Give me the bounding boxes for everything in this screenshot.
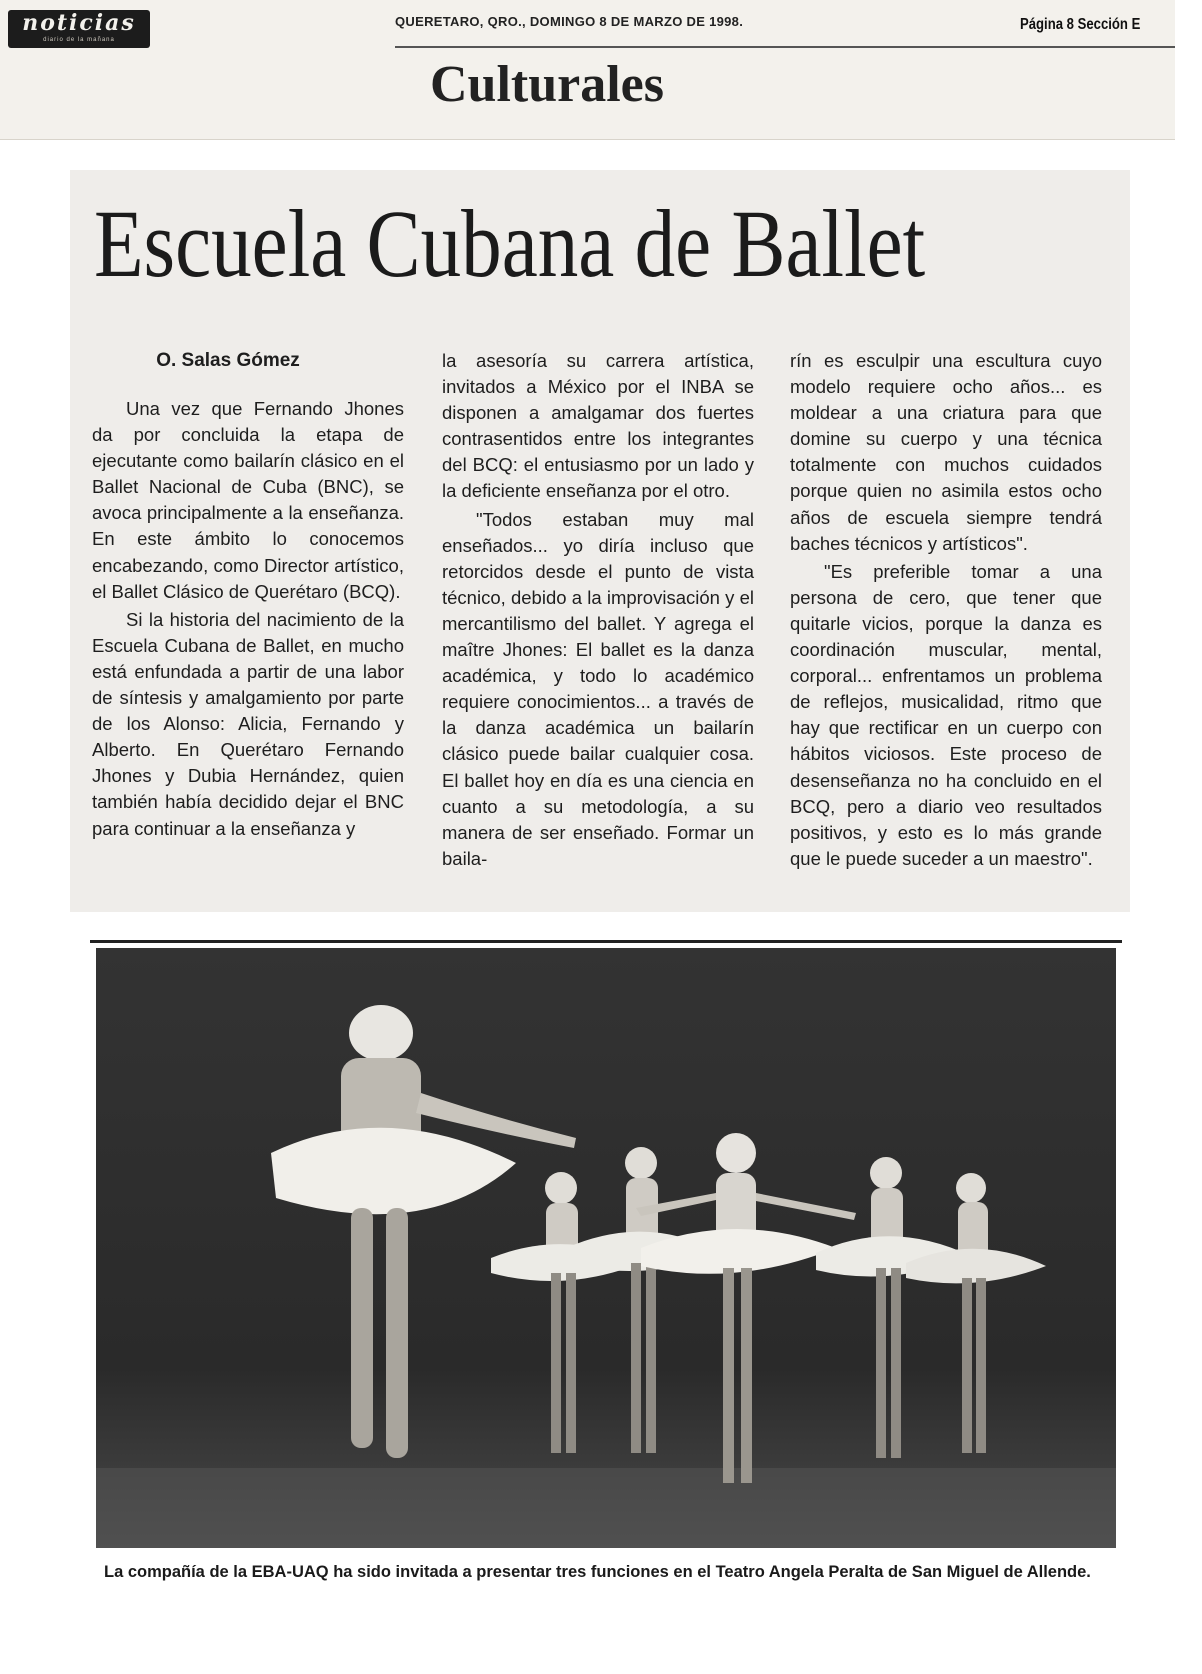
- logo-word: noticias: [22, 10, 136, 36]
- paragraph: "Todos estaban muy mal enseñados... yo diría incluso que retorcidos desde el punto de vista técnico, debido a la improvisación y el mercantilismo del ballet. Y agrega el maître Jhones: El ballet es la danza académica, y todo lo académico requiere conocimientos... a través de la danza académica un bailarín clásico puede bailar cualquier cosa. El ballet hoy en día es una ciencia en cuanto a su metodología, a su manera de ser enseñado. Formar un baila-: [442, 508, 754, 869]
- masthead: [0, 0, 1175, 140]
- paragraph: Una vez que Fernando Jhones da por concluida la etapa de ejecutante como bailarín clásico en el Ballet Nacional de Cuba (BNC), se avoca principalmente a la enseñanza. En este ámbito lo conocemos encabezando, como Director artístico, el Ballet Clásico de Querétaro (BCQ).: [92, 398, 404, 602]
- ballet-photo: [96, 948, 1116, 1548]
- article-column-2: [442, 348, 754, 874]
- paragraph: la asesoría su carrera artística, invitados a México por el INBA se disponen a amalgamar dos fuertes contrasentidos entre los integrantes del BCQ: el entusiasmo por un lado y la deficiente enseñanza por el otro.: [442, 350, 754, 502]
- article-column-1: [92, 348, 404, 844]
- dateline: QUERETARO, QRO., DOMINGO 8 DE MARZO DE 1998.: [395, 14, 744, 29]
- section-title: Culturales: [430, 56, 664, 113]
- logo-subtext: diario de la mañana: [43, 37, 115, 43]
- newspaper-logo: [8, 10, 150, 48]
- photo-block: [90, 940, 1130, 1620]
- article-headline: Escuela Cubana de Ballet: [94, 190, 926, 297]
- article: [70, 170, 1130, 912]
- article-column-3: [790, 348, 1102, 874]
- ballet-illustration: [96, 948, 1116, 1548]
- paragraph: rín es esculpir una escultura cuyo modelo requiere ocho años... es moldear a una criatura para que domine su cuerpo y una técnica totalmente con muchos cuidados porque quien no asimila estos ocho años de escuela siempre tendrá baches técnicos y artísticos".: [790, 350, 1102, 554]
- page-info: Página 8 Sección E: [1020, 16, 1141, 33]
- photo-rule: [90, 940, 1122, 943]
- byline: O. Salas Gómez: [156, 350, 300, 371]
- paragraph: "Es preferible tomar a una persona de cero, que tener que quitarle vicios, porque la danza es coordinación muscular, mental, corporal... enfrentamos un problema de reflejos, musicalidad, ritmo que hay que rectificar en un cuerpo con hábitos viciosos. Este proceso de desenseñanza no ha concluido en el BCQ, pero a diario veo resultados positivos, y esto es lo más grande que le puede suceder a un maestro".: [790, 560, 1102, 869]
- masthead-rule: [395, 46, 1175, 48]
- paragraph: Si la historia del nacimiento de la Escuela Cubana de Ballet, en mucho está enfundada a partir de una labor de síntesis y amalgamiento por parte de los Alonso: Alicia, Fernando y Alberto. En Querétaro Fernando Jhones y Dubia Hernández, quien también había decidido dejar el BNC para continuar a la enseñanza y: [92, 608, 404, 839]
- photo-caption: La compañía de la EBA-UAQ ha sido invitada a presentar tres funciones en el Teatro Angela Peralta de San Miguel de Allende.: [104, 1563, 1091, 1581]
